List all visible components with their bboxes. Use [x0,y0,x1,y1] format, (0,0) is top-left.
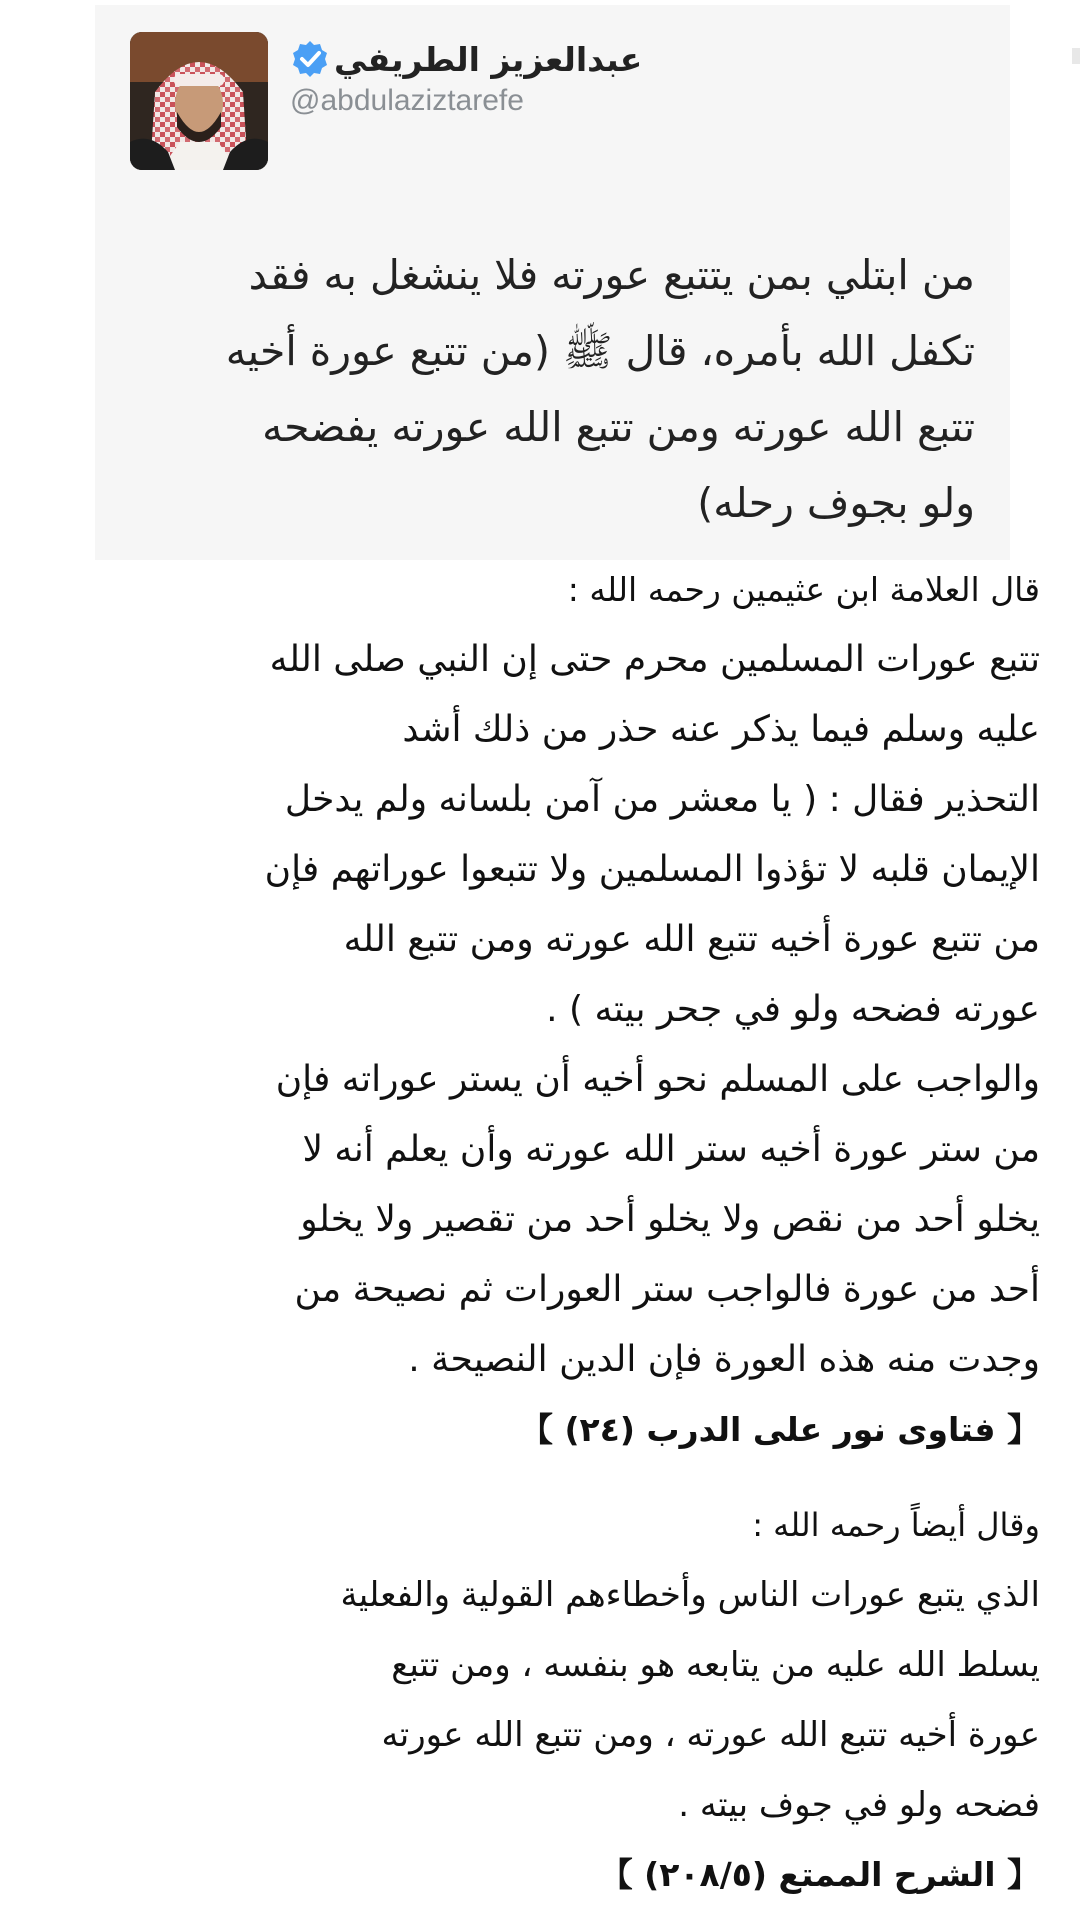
quote-source: 【 الشرح الممتع (٢٠٨/٥) 】 [599,1855,1040,1894]
quote-line: أحد من عورة فالواجب ستر العورات ثم نصيحة من [294,1269,1040,1310]
quote-source: 【 فتاوى نور على الدرب (٢٤) 】 [519,1410,1040,1449]
quote-line: الإيمان قلبه لا تؤذوا المسلمين ولا تتبعوا عوراتهم فإن [264,849,1040,890]
verified-badge-icon [290,39,330,79]
avatar[interactable] [130,32,268,170]
quote-intro: وقال أيضاً رحمه الله : [752,1506,1040,1544]
quote-line: فضحه ولو في جوف بيته . [678,1785,1040,1825]
quote-ibn-uthaymeen-1 [160,555,1040,1465]
quote-line: عورة أخيه تتبع الله عورته ، ومن تتبع الله عورته [381,1715,1040,1755]
quote-line: من تتبع عورة أخيه تتبع الله عورته ومن تتبع الله [343,919,1040,960]
quote-line: يخلو أحد من نقص ولا يخلو أحد من تقصير ولا يخلو [300,1199,1040,1240]
tweet-header [130,32,975,170]
name-row [290,36,810,82]
quote-line: عليه وسلم فيما يذكر عنه حذر من ذلك أشد [402,709,1040,750]
quote-line: الذي يتبع عورات الناس وأخطاءهم القولية والفعلية [340,1575,1040,1615]
tweet-text [115,237,975,541]
display-name[interactable]: عبدالعزيز الطريفي [334,39,643,79]
tweet-text-line: تكفل الله بأمره، قال ﷺ (من تتبع عورة أخيه [225,327,975,375]
quote-line: عورته فضحه ولو في جحر بيته ) . [546,989,1040,1030]
tweet-text-line: تتبع الله عورته ومن تتبع الله عورته يفضحه [262,403,975,451]
scroll-indicator [1072,48,1080,64]
avatar-image [130,32,268,170]
quote-line: تتبع عورات المسلمين محرم حتى إن النبي صلى الله [269,639,1040,680]
quote-line: وجدت منه هذه العورة فإن الدين النصيحة . [408,1339,1040,1380]
user-block [290,36,810,118]
quote-ibn-uthaymeen-2 [160,1490,1040,1910]
user-handle[interactable]: @abdulaziztarefe [290,84,524,117]
tweet-text-line: ولو بجوف رحله) [697,479,975,527]
quote-intro: قال العلامة ابن عثيمين رحمه الله : [567,570,1040,609]
quote-line: التحذير فقال : ( يا معشر من آمن بلسانه ولم يدخل [284,779,1040,820]
quote-line: والواجب على المسلم نحو أخيه أن يستر عوراته فإن [275,1059,1040,1100]
quote-line: يسلط الله عليه من يتابعه هو بنفسه ، ومن تتبع [391,1645,1040,1685]
quote-line: من ستر عورة أخيه ستر الله عورته وأن يعلم أنه لا [302,1129,1040,1170]
tweet-text-line: من ابتلي بمن يتتبع عورته فلا ينشغل به فقد [248,251,975,299]
tweet-card [95,5,1010,560]
